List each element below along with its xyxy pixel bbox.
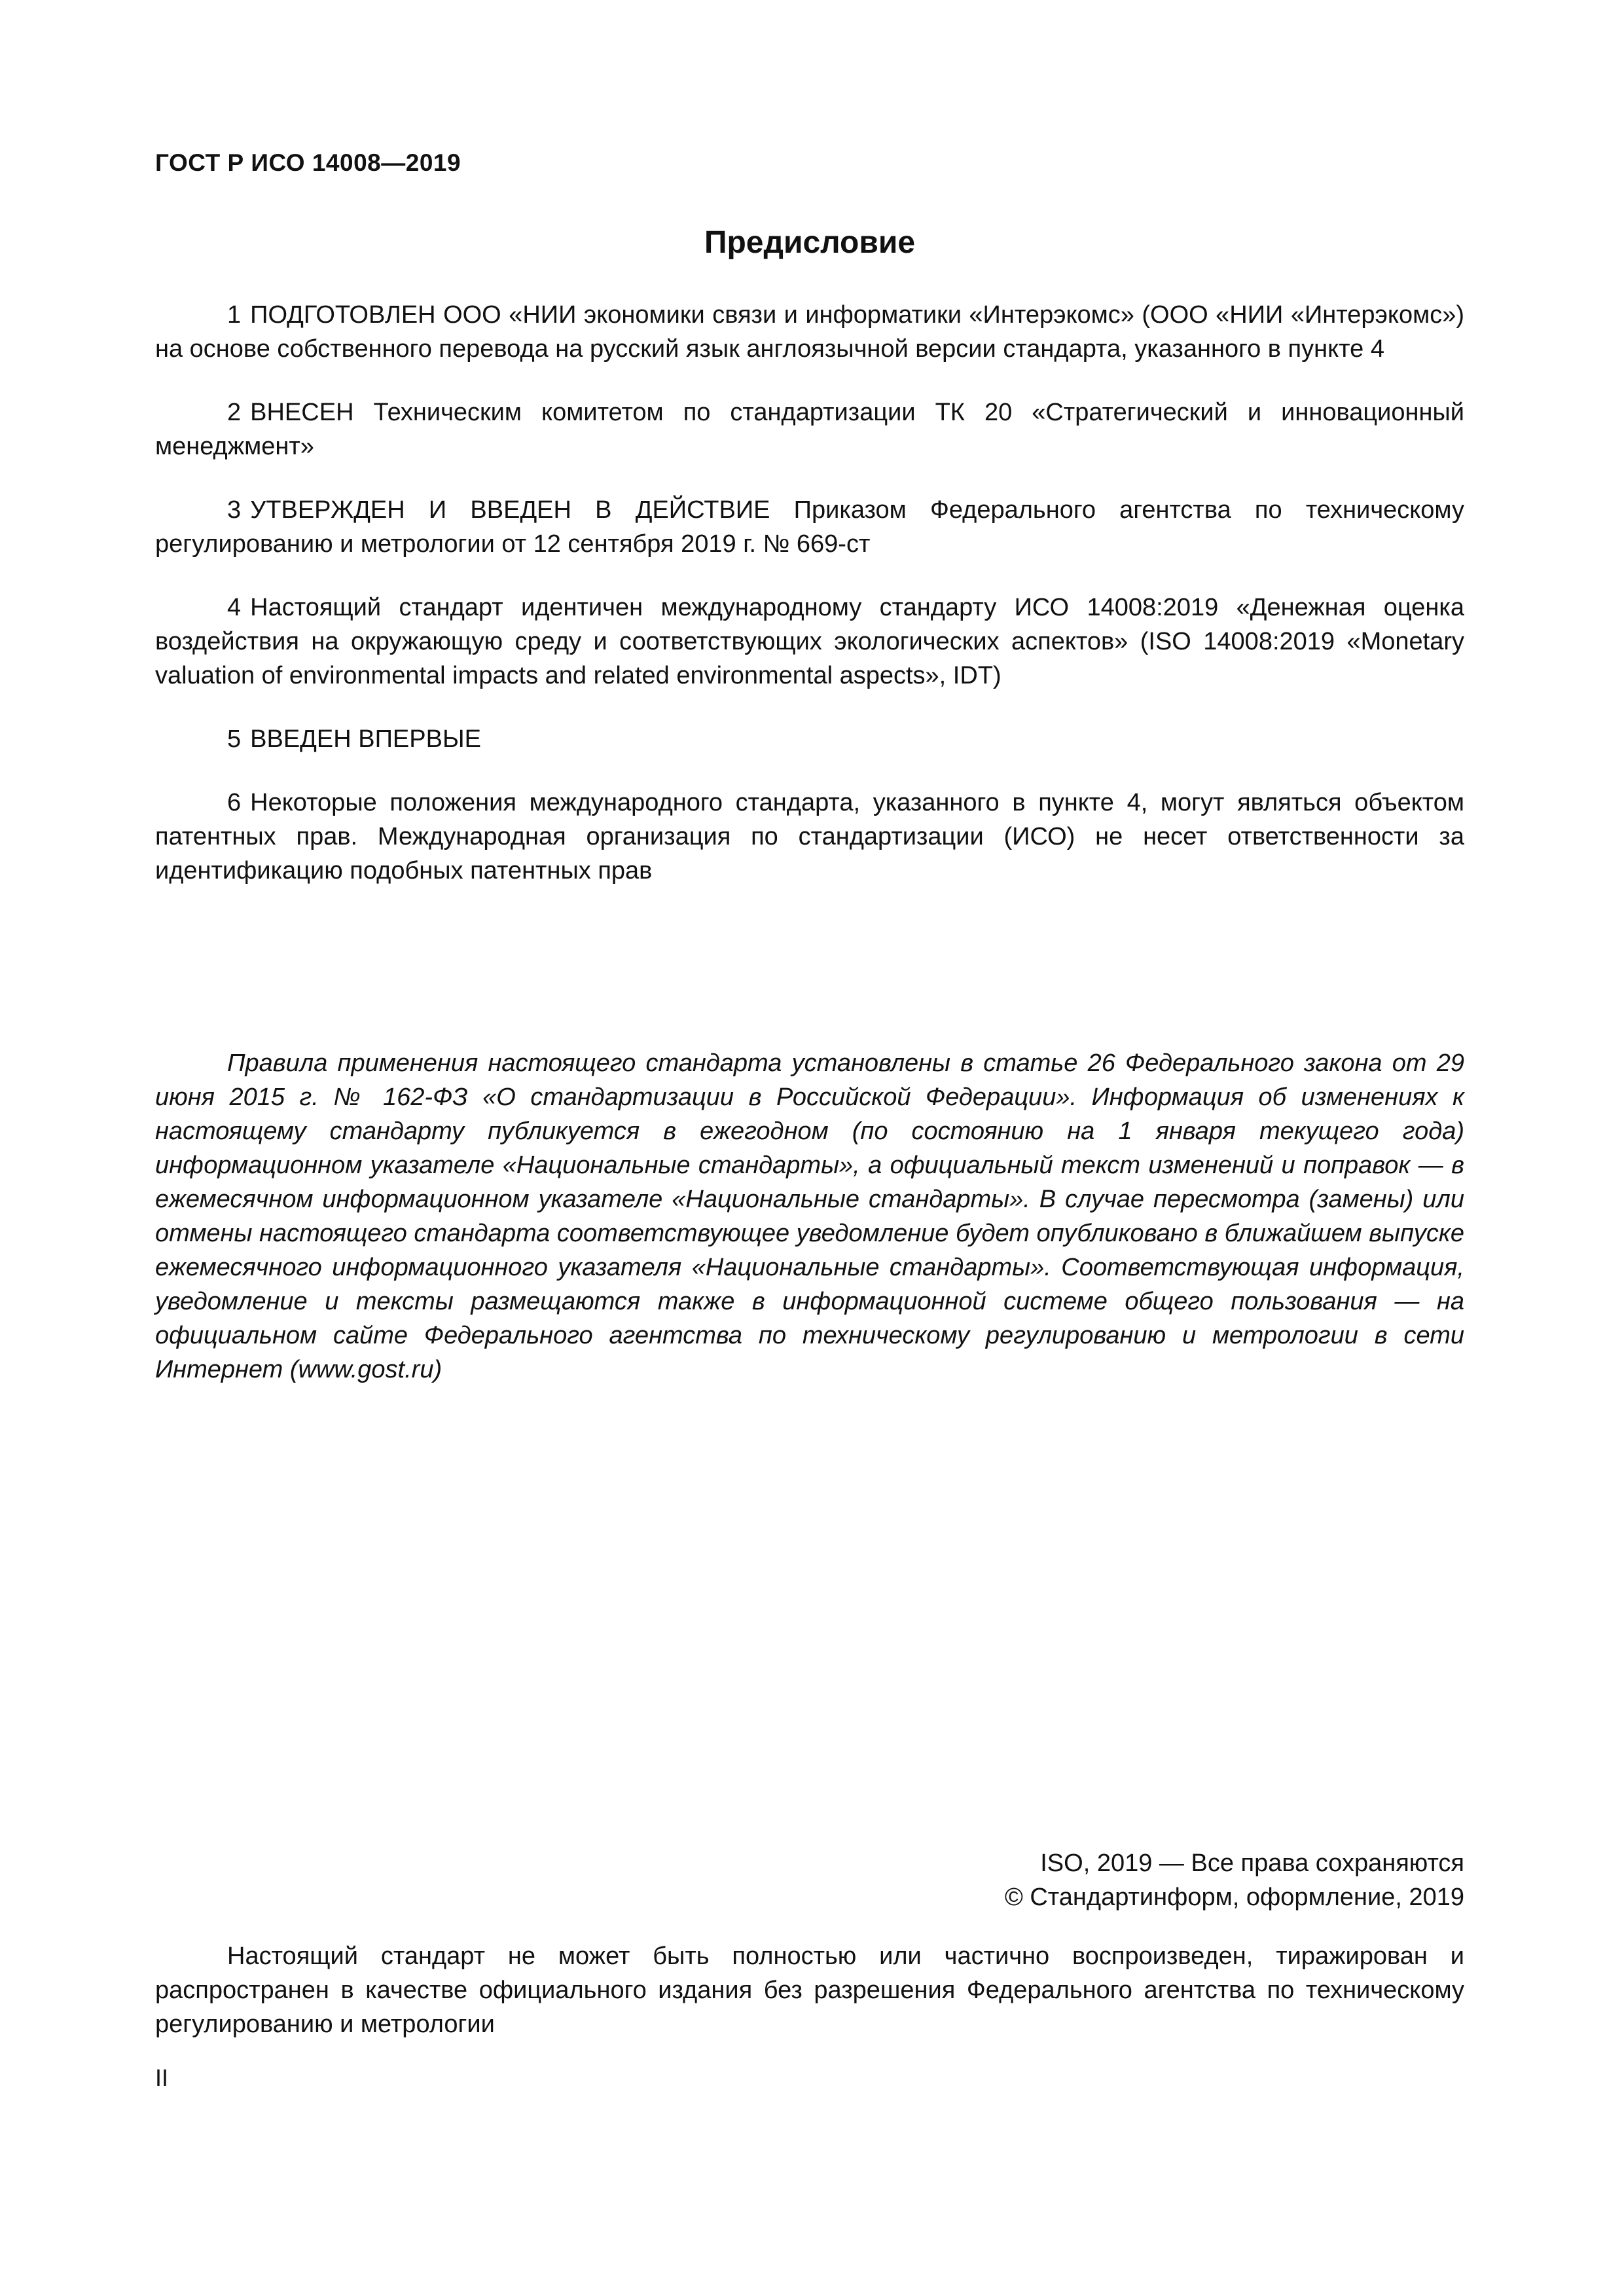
item-number: 6 bbox=[227, 789, 242, 816]
item-number: 3 bbox=[227, 496, 242, 524]
page-number: II bbox=[155, 2064, 169, 2091]
preface-item-3 bbox=[155, 493, 1464, 561]
preface-item-1 bbox=[155, 298, 1464, 366]
item-number: 5 bbox=[227, 725, 242, 753]
item-text: УТВЕРЖДЕН И ВВЕДЕН В ДЕЙСТВИЕ Приказом Федерального агентства по техническому регулированию и метрологии от 12 сентября 2019 г. № 669-ст bbox=[155, 496, 1464, 558]
rules-notice: Правила применения настоящего стандарта установлены в статье 26 Федерального закона от 29 июня 2015 г. № 162-ФЗ «О стандартизации в Российской Федерации». Информация об изменениях к настоящему стандарту публикуется в ежегодном (по состоянию на 1 января текущего года) информационном указателе «Национальные стандарты», а официальный текст изменений и поправок — в ежемесячном информационном указателе «Национальные стандарты». В случае пересмотра (замены) или отмены настоящего стандарта соответствующее уведомление будет опубликовано в ближайшем выпуске ежемесячного информационного указателя «Национальные стандарты». Соответствующая информация, уведомление и тексты размещаются также в информационной системе общего пользования — на официальном сайте Федерального агентства по техническому регулированию и метрологии в сети Интернет (www.gost.ru) bbox=[155, 1049, 1464, 1383]
item-text: ПОДГОТОВЛЕН ООО «НИИ экономики связи и информатики «Интерэкомс» (ООО «НИИ «Интерэкомс») на основе собственного перевода на русский язык англоязычной версии стандарта, указанного в пункте 4 bbox=[155, 301, 1464, 363]
item-number: 4 bbox=[227, 594, 242, 621]
preface-item-2 bbox=[155, 395, 1464, 464]
item-text: Некоторые положения международного стандарта, указанного в пункте 4, могут являться объектом патентных прав. Международная организация по стандартизации (ИСО) не несет ответственности за идентификацию подобных патентных прав bbox=[155, 789, 1464, 884]
item-text: ВНЕСЕН Техническим комитетом по стандартизации ТК 20 «Стратегический и инновационный менеджмент» bbox=[155, 399, 1464, 460]
item-text: ВВЕДЕН ВПЕРВЫЕ bbox=[250, 725, 481, 753]
preface-items bbox=[155, 298, 1464, 917]
preface-title: Предисловие bbox=[704, 225, 916, 260]
copyright-block bbox=[155, 1846, 1464, 1914]
preface-item-6 bbox=[155, 786, 1464, 888]
reproduction-notice: Настоящий стандарт не может быть полностью или частично воспроизведен, тиражирован и распространен в качестве официального издания без разрешения Федерального агентства по техническому регулированию и метрологии bbox=[155, 1942, 1464, 2038]
preface-item-5 bbox=[155, 722, 1464, 756]
publisher-copyright: © Стандартинформ, оформление, 2019 bbox=[1004, 1884, 1464, 1911]
item-number: 1 bbox=[227, 301, 242, 329]
rules-notice-block bbox=[155, 1046, 1464, 1387]
item-number: 2 bbox=[227, 399, 242, 426]
item-text: Настоящий стандарт идентичен международному стандарту ИСО 14008:2019 «Денежная оценка воздействия на окружающую среду и соответствующих экологических аспектов» (ISO 14008:2019 «Monetary valuation of environmental impacts and related environmental aspects», IDT) bbox=[155, 594, 1464, 689]
preface-item-4 bbox=[155, 591, 1464, 693]
iso-copyright: ISO, 2019 — Все права сохраняются bbox=[1040, 1850, 1464, 1877]
standard-designation: ГОСТ Р ИСО 14008—2019 bbox=[155, 149, 461, 176]
